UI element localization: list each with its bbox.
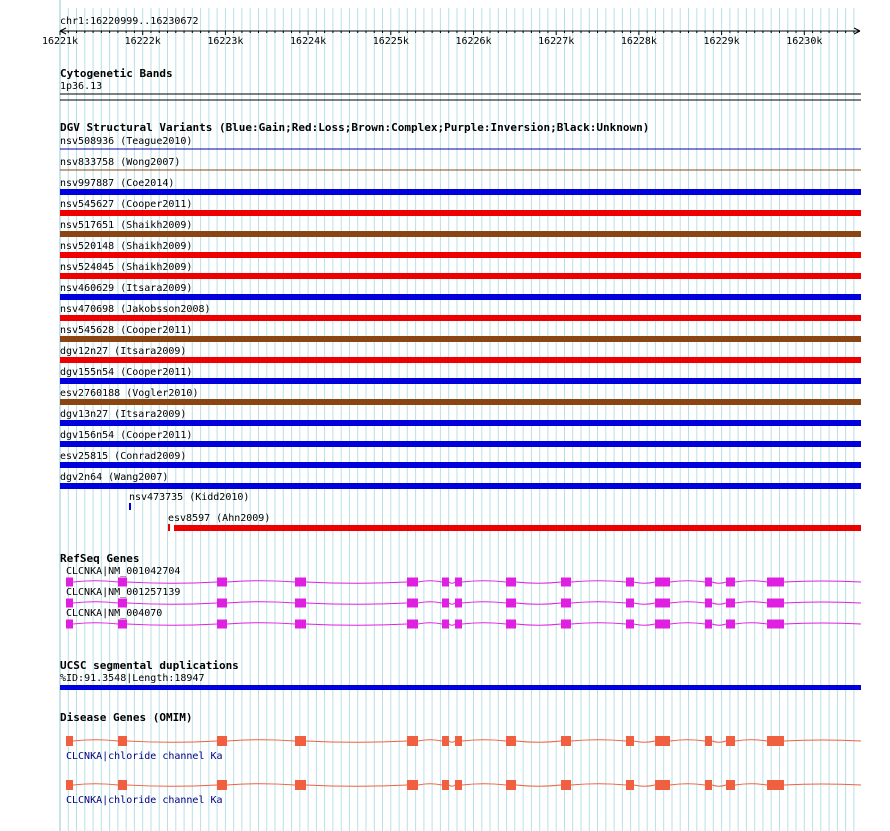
region-label: chr1:16220999..16230672: [60, 16, 199, 27]
dgv-variant-label: esv25815 (Conrad2009): [60, 451, 187, 462]
refseq-exon[interactable]: [455, 578, 462, 587]
refseq-exon[interactable]: [705, 620, 712, 629]
ruler-track: [42, 16, 860, 47]
omim-exon[interactable]: [455, 736, 462, 746]
dgv-variant-label: esv2760188 (Vogler2010): [60, 388, 199, 399]
refseq-exon[interactable]: [442, 620, 449, 629]
refseq-exon[interactable]: [295, 578, 306, 587]
refseq-exon[interactable]: [561, 599, 571, 608]
refseq-exon[interactable]: [66, 620, 73, 629]
refseq-exon[interactable]: [655, 599, 670, 608]
refseq-exon[interactable]: [217, 599, 227, 608]
ruler-tick-label: 16221k: [41, 36, 79, 47]
refseq-exon[interactable]: [705, 578, 712, 587]
refseq-exon[interactable]: [561, 620, 571, 629]
segdup-track-title: UCSC segmental duplications: [60, 659, 239, 672]
dgv-variant-label: nsv473735 (Kidd2010): [129, 492, 250, 503]
omim-exon[interactable]: [118, 736, 127, 746]
dgv-variant-bar[interactable]: [60, 210, 861, 216]
omim-gene-label[interactable]: CLCNKA|chloride channel Ka: [66, 795, 223, 806]
dgv-variant-bar[interactable]: [60, 357, 861, 363]
ruler-tick-label: 16227k: [538, 36, 575, 47]
omim-features: [66, 736, 861, 806]
refseq-exon[interactable]: [118, 578, 127, 587]
dgv-variant-bar[interactable]: [60, 399, 861, 405]
dgv-variant-bar[interactable]: [60, 189, 861, 195]
omim-exon[interactable]: [506, 736, 516, 746]
omim-exon[interactable]: [726, 736, 735, 746]
refseq-exon[interactable]: [407, 620, 418, 629]
refseq-gene-label: CLCNKA|NM_001257139: [66, 587, 181, 598]
dgv-variant-label: nsv470698 (Jakobsson2008): [60, 304, 211, 315]
dgv-variant-bar[interactable]: [60, 441, 861, 447]
segdup-track[interactable]: [60, 659, 861, 690]
refseq-exon[interactable]: [442, 599, 449, 608]
dgv-variant-label: nsv545628 (Cooper2011): [60, 325, 193, 336]
omim-exon[interactable]: [295, 736, 306, 746]
dgv-variant-label: nsv997887 (Coe2014): [60, 178, 175, 189]
refseq-gene-label: CLCNKA|NM_004070: [66, 608, 163, 619]
dgv-variant-label: esv8597 (Ahn2009): [168, 513, 271, 524]
segdup-bar[interactable]: [60, 685, 861, 690]
dgv-variant-label: dgv12n27 (Itsara2009): [60, 346, 187, 357]
refseq-features: [66, 566, 861, 629]
dgv-variant-label: dgv2n64 (Wang2007): [60, 472, 169, 483]
refseq-exon[interactable]: [726, 578, 735, 587]
dgv-track-title: DGV Structural Variants (Blue:Gain;Red:Loss;Brown:Complex;Purple:Inversion;Black:Unknown): [60, 121, 650, 134]
refseq-exon[interactable]: [442, 578, 449, 587]
dgv-variant-label: dgv13n27 (Itsara2009): [60, 409, 187, 420]
dgv-variant-label: nsv508936 (Teague2010): [60, 136, 193, 147]
refseq-exon[interactable]: [118, 620, 127, 629]
cytoband-track-title: Cytogenetic Bands: [60, 67, 173, 80]
dgv-variant-label: nsv545627 (Cooper2011): [60, 199, 193, 210]
dgv-variant-bar[interactable]: [60, 378, 861, 384]
dgv-variant-label: dgv156n54 (Cooper2011): [60, 430, 193, 441]
omim-gene-label[interactable]: CLCNKA|chloride channel Ka: [66, 751, 223, 762]
omim-exon[interactable]: [655, 736, 670, 746]
refseq-exon[interactable]: [217, 578, 227, 587]
refseq-exon[interactable]: [726, 599, 735, 608]
dgv-features: [60, 136, 861, 531]
refseq-track-title: RefSeq Genes: [60, 552, 140, 565]
dgv-variant-label: nsv833758 (Wong2007): [60, 157, 181, 168]
refseq-exon[interactable]: [626, 620, 634, 629]
omim-exon[interactable]: [561, 736, 571, 746]
dgv-variant-bar[interactable]: [60, 252, 861, 258]
ruler-tick-label: 16222k: [124, 36, 161, 47]
refseq-exon[interactable]: [407, 599, 418, 608]
refseq-exon[interactable]: [626, 599, 634, 608]
refseq-exon[interactable]: [561, 578, 571, 587]
dgv-variant-bar[interactable]: [60, 231, 861, 237]
omim-exon[interactable]: [767, 736, 784, 746]
omim-exon[interactable]: [561, 780, 571, 790]
refseq-exon[interactable]: [217, 620, 227, 629]
refseq-exon[interactable]: [705, 599, 712, 608]
dgv-track[interactable]: [60, 121, 861, 531]
dgv-variant-label: dgv155n54 (Cooper2011): [60, 367, 193, 378]
ruler-ticks: [42, 31, 854, 47]
refseq-exon[interactable]: [767, 599, 784, 608]
refseq-exon[interactable]: [118, 599, 127, 608]
cytoband-label: 1p36.13: [60, 81, 103, 92]
omim-exon[interactable]: [626, 780, 634, 790]
ruler-tick-label: 16224k: [290, 36, 327, 47]
omim-exon[interactable]: [295, 780, 306, 790]
dgv-variant-bar[interactable]: [60, 273, 861, 279]
omim-intron-line: [73, 784, 861, 787]
omim-exon[interactable]: [626, 736, 634, 746]
refseq-exon[interactable]: [295, 620, 306, 629]
omim-exon[interactable]: [767, 780, 784, 790]
refseq-intron-line: [73, 581, 861, 584]
ruler-tick-label: 16223k: [207, 36, 244, 47]
cytoband-track[interactable]: [60, 67, 861, 100]
omim-exon[interactable]: [655, 780, 670, 790]
omim-exon[interactable]: [407, 780, 418, 790]
omim-exon[interactable]: [442, 736, 449, 746]
dgv-variant-bar[interactable]: [60, 336, 861, 342]
dgv-variant-label: nsv517651 (Shaikh2009): [60, 220, 193, 231]
dgv-variant-label: nsv460629 (Itsara2009): [60, 283, 193, 294]
segdup-label: %ID:91.3548|Length:18947: [60, 673, 205, 684]
omim-exon[interactable]: [705, 736, 712, 746]
dgv-variant-bar[interactable]: [60, 483, 861, 489]
refseq-gene-label: CLCNKA|NM_001042704: [66, 566, 181, 577]
refseq-intron-line: [73, 623, 861, 626]
refseq-exon[interactable]: [767, 578, 784, 587]
omim-exon[interactable]: [118, 780, 127, 790]
omim-track[interactable]: [60, 711, 861, 806]
refseq-exon[interactable]: [506, 620, 516, 629]
ruler-tick-label: 16226k: [455, 36, 492, 47]
refseq-exon[interactable]: [506, 578, 516, 587]
ruler-tick-label: 16230k: [786, 36, 823, 47]
omim-exon[interactable]: [407, 736, 418, 746]
dgv-variant-bar[interactable]: [174, 525, 861, 531]
refseq-exon[interactable]: [66, 578, 73, 587]
refseq-exon[interactable]: [655, 620, 670, 629]
refseq-exon[interactable]: [655, 578, 670, 587]
refseq-exon[interactable]: [506, 599, 516, 608]
dgv-variant-label: nsv524045 (Shaikh2009): [60, 262, 193, 273]
dgv-variant-bar[interactable]: [129, 503, 131, 510]
omim-exon[interactable]: [217, 780, 227, 790]
dgv-variant-label: nsv520148 (Shaikh2009): [60, 241, 193, 252]
dgv-variant-bar[interactable]: [60, 462, 861, 468]
refseq-exon[interactable]: [407, 578, 418, 587]
refseq-exon[interactable]: [66, 599, 73, 608]
refseq-exon[interactable]: [455, 599, 462, 608]
refseq-track[interactable]: [60, 552, 861, 629]
omim-exon[interactable]: [506, 780, 516, 790]
omim-exon[interactable]: [66, 780, 73, 790]
ruler-tick-label: 16229k: [703, 36, 740, 47]
refseq-exon[interactable]: [767, 620, 784, 629]
refseq-exon[interactable]: [295, 599, 306, 608]
omim-exon[interactable]: [455, 780, 462, 790]
omim-exon[interactable]: [726, 780, 735, 790]
omim-exon[interactable]: [66, 736, 73, 746]
refseq-intron-line: [73, 602, 861, 605]
ruler-tick-label: 16225k: [372, 36, 409, 47]
dgv-variant-bar[interactable]: [60, 420, 861, 426]
omim-exon[interactable]: [217, 736, 227, 746]
dgv-variant-bar[interactable]: [60, 315, 861, 321]
refseq-exon[interactable]: [726, 620, 735, 629]
omim-track-title: Disease Genes (OMIM): [60, 711, 193, 724]
refseq-exon[interactable]: [455, 620, 462, 629]
omim-exon[interactable]: [442, 780, 449, 790]
dgv-variant-tick[interactable]: [168, 524, 170, 531]
refseq-exon[interactable]: [626, 578, 634, 587]
ruler-tick-label: 16228k: [620, 36, 657, 47]
omim-exon[interactable]: [705, 780, 712, 790]
omim-intron-line: [73, 740, 861, 743]
dgv-variant-bar[interactable]: [60, 294, 861, 300]
